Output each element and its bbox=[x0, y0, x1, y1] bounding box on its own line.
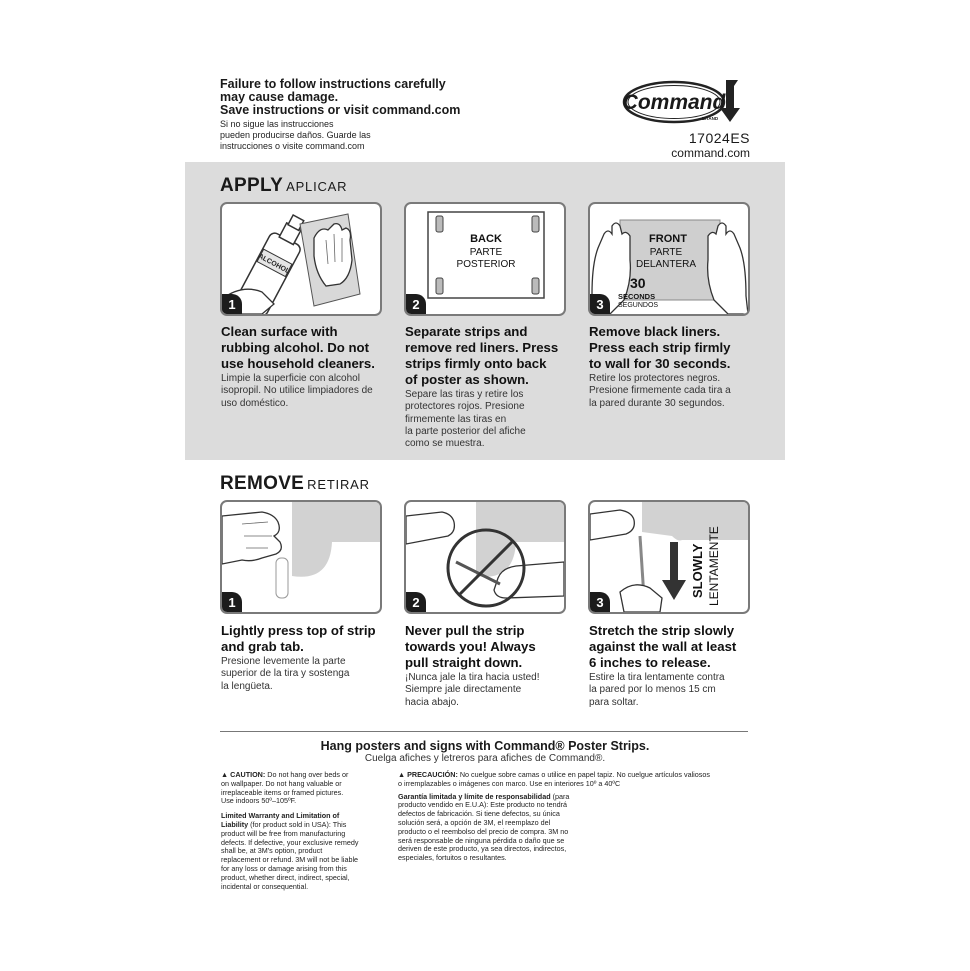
svg-text:SECONDS: SECONDS bbox=[618, 292, 656, 301]
step-title-line: 6 inches to release. bbox=[589, 655, 711, 670]
step-title-line: Lightly press top of strip bbox=[221, 623, 376, 638]
step-title-line: Stretch the strip slowly bbox=[589, 623, 735, 638]
garantia-line: producto vendido en E.U.A): Este producto no tendrá bbox=[398, 800, 568, 810]
svg-text:PARTE: PARTE bbox=[469, 247, 503, 258]
step-number-badge: 3 bbox=[590, 294, 610, 314]
garantia-line: será responsable de ninguna pérdida o daño que se bbox=[398, 835, 565, 845]
garantia-line: deriven de este producto, ya sea directos, indirectos, bbox=[398, 844, 567, 854]
garantia-line: defectos de fabricación. Si tiene defectos, su única bbox=[398, 809, 560, 819]
precaucion-line: ▲ PRECAUCIÓN: No cuelgue sobre camas o utilice en papel tapiz. No cuelgue artículos valiosos bbox=[398, 770, 710, 779]
precaucion-label: PRECAUCIÓN: bbox=[407, 770, 458, 779]
remove-step1-caption bbox=[221, 623, 401, 693]
product-url: command.com bbox=[671, 146, 750, 160]
step-title-line: Separate strips and bbox=[405, 324, 528, 339]
step-es-line: ¡Nunca jale la tira hacia usted! bbox=[405, 672, 540, 683]
apply-step2-illustration bbox=[404, 202, 566, 316]
warning-es-line: Si no sigue las instrucciones bbox=[220, 119, 334, 129]
warranty-line: product, whether direct, indirect, special, bbox=[221, 872, 350, 882]
step-es-line: Presione levemente la parte bbox=[221, 656, 346, 667]
remove-step2-illustration bbox=[404, 500, 566, 614]
step-title-line: against the wall at least bbox=[589, 639, 737, 654]
remove-step3-illustration bbox=[588, 500, 750, 614]
svg-text:FRONT: FRONT bbox=[649, 233, 687, 245]
warranty-line: incidental or consequential. bbox=[221, 881, 309, 891]
step-es-line: para soltar. bbox=[589, 696, 639, 708]
svg-text:BACK: BACK bbox=[470, 233, 502, 245]
step-title-line: remove red liners. Press bbox=[405, 340, 559, 355]
caution-text: Do not hang over beds or bbox=[265, 770, 349, 779]
step-es-line: la parte posterior del afiche bbox=[405, 425, 526, 437]
step-title-line: Never pull the strip bbox=[405, 623, 525, 638]
step-es-line: Presione firmemente cada tira a bbox=[589, 385, 731, 397]
apply-step2-caption bbox=[405, 324, 580, 450]
step-es-line: Separe las tiras y retire los bbox=[405, 389, 524, 400]
svg-text:BRAND: BRAND bbox=[701, 116, 719, 121]
step-es-line: Siempre jale directamente bbox=[405, 684, 522, 696]
svg-text:Command: Command bbox=[622, 91, 726, 114]
header-warning bbox=[220, 78, 520, 152]
garantia-line: especiales, fortuitos o resultantes. bbox=[398, 853, 507, 863]
step-es-line: firmemente las tiras en bbox=[405, 413, 507, 425]
step-es-line: Limpie la superficie con alcohol bbox=[221, 373, 360, 384]
step-title-line: and grab tab. bbox=[221, 639, 304, 654]
warning-line: Failure to follow instructions carefully bbox=[220, 77, 446, 91]
remove-title: REMOVE bbox=[220, 473, 305, 494]
footer-title: Hang posters and signs with Command® Poster Strips. bbox=[320, 739, 650, 753]
remove-step1-illustration bbox=[220, 500, 382, 614]
warranty-line: product will be free from manufacturing bbox=[221, 828, 346, 838]
step-es-line: uso doméstico. bbox=[221, 397, 289, 409]
apply-step3-caption bbox=[589, 324, 764, 410]
step-title-line: Clean surface with bbox=[221, 324, 338, 339]
svg-text:30: 30 bbox=[630, 275, 646, 291]
warning-icon: ▲ bbox=[221, 770, 229, 779]
warning-es-line: instrucciones o visite command.com bbox=[220, 141, 365, 151]
apply-heading bbox=[220, 175, 347, 197]
step-number-badge: 2 bbox=[406, 592, 426, 612]
step-es-line: la pared por lo menos 15 cm bbox=[589, 684, 716, 696]
caution-english bbox=[221, 771, 386, 891]
footer-divider bbox=[220, 731, 748, 732]
step-number-badge: 2 bbox=[406, 294, 426, 314]
step-es-line: Retire los protectores negros. bbox=[589, 373, 721, 384]
garantia-title-line: Garantía limitada y límite de responsabilidad (para bbox=[398, 791, 570, 801]
remove-step3-caption bbox=[589, 623, 769, 709]
apply-step3-illustration bbox=[588, 202, 750, 316]
svg-text:POSTERIOR: POSTERIOR bbox=[456, 259, 516, 270]
step-title-line: pull straight down. bbox=[405, 655, 523, 670]
caution-line: irreplaceable items or framed pictures. bbox=[221, 787, 344, 797]
step-es-line: la lengüeta. bbox=[221, 680, 273, 692]
remove-step2-caption bbox=[405, 623, 580, 709]
remove-heading bbox=[220, 473, 370, 495]
step-title-line: to wall for 30 seconds. bbox=[589, 356, 731, 371]
apply-subtitle: APLICAR bbox=[286, 179, 348, 194]
warning-line: Save instructions or visit command.com bbox=[220, 103, 461, 117]
precaucion-line: o irremplazables o imágenes con marco. Use en interiores 10º a 40ºC bbox=[398, 778, 621, 788]
step-title-line: rubbing alcohol. Do not bbox=[221, 340, 369, 355]
caution-line: on wallpaper. Do not hang valuable or bbox=[221, 778, 342, 788]
step-number-badge: 1 bbox=[222, 294, 242, 314]
warranty-line: shall be, at 3M's option, product bbox=[221, 846, 323, 856]
footer-subtitle: Cuelga afiches y letreros para afiches de Command®. bbox=[364, 753, 606, 764]
warranty-line: for any loss or damage arising from this bbox=[221, 863, 347, 873]
warning-icon: ▲ bbox=[398, 770, 406, 779]
step-es-line: protectores rojos. Presione bbox=[405, 401, 525, 413]
svg-text:PARTE: PARTE bbox=[649, 247, 683, 258]
apply-step1-illustration bbox=[220, 202, 382, 316]
caution-label: CAUTION: bbox=[230, 770, 266, 779]
command-logo bbox=[622, 78, 744, 126]
caution-line: Use indoors 50º–105ºF. bbox=[221, 796, 297, 806]
step-es-line: la pared durante 30 segundos. bbox=[589, 397, 725, 409]
svg-text:DELANTERA: DELANTERA bbox=[635, 259, 697, 270]
apply-title: APPLY bbox=[220, 175, 284, 196]
garantia-line: producto o el reembolso del precio de compra. 3M no bbox=[398, 826, 569, 836]
svg-text:LENTAMENTE: LENTAMENTE bbox=[707, 526, 721, 606]
product-code: 17024ES bbox=[688, 130, 750, 146]
step-title-line: Remove black liners. bbox=[589, 324, 721, 339]
warranty-line: defects. If defective, your exclusive remedy bbox=[221, 837, 359, 847]
step-title-line: towards you! Always bbox=[405, 639, 536, 654]
warranty-title-line: Liability (for product sold in USA): This bbox=[221, 819, 347, 829]
step-es-line: superior de la tira y sostenga bbox=[221, 668, 350, 680]
warning-es-line: pueden producirse daños. Guarde las bbox=[220, 130, 371, 140]
step-es-line: como se muestra. bbox=[405, 438, 485, 450]
svg-text:SEGUNDOS: SEGUNDOS bbox=[618, 302, 659, 309]
svg-text:SLOWLY: SLOWLY bbox=[690, 543, 705, 598]
warning-line: may cause damage. bbox=[220, 90, 339, 104]
step-title-line: Press each strip firmly bbox=[589, 340, 731, 355]
svg-text:ALCOHOL: ALCOHOL bbox=[256, 252, 291, 276]
warranty-title-line: Limited Warranty and Limitation of bbox=[221, 811, 340, 821]
step-es-line: hacia abajo. bbox=[405, 696, 459, 708]
warranty-line: replacement or refund. 3M will not be liable bbox=[221, 855, 359, 865]
caution-spanish bbox=[398, 771, 753, 863]
step-number-badge: 1 bbox=[222, 592, 242, 612]
remove-subtitle: RETIRAR bbox=[307, 477, 370, 492]
apply-step1-caption bbox=[221, 324, 396, 410]
step-title-line: use household cleaners. bbox=[221, 356, 375, 371]
step-es-line: Estire la tira lentamente contra bbox=[589, 672, 725, 683]
step-es-line: isopropil. No utilice limpiadores de bbox=[221, 385, 373, 397]
garantia-line: solución será, a opción de 3M, el reemplazo del bbox=[398, 817, 551, 827]
step-number-badge: 3 bbox=[590, 592, 610, 612]
step-title-line: of poster as shown. bbox=[405, 372, 529, 387]
step-title-line: strips firmly onto back bbox=[405, 356, 547, 371]
